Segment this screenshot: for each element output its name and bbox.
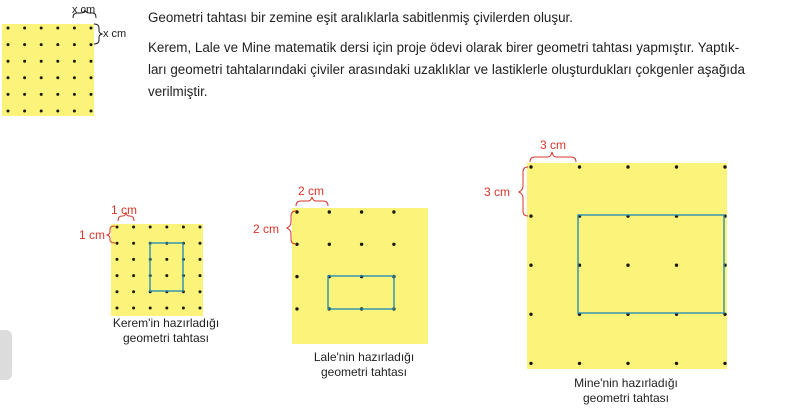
lale-board bbox=[253, 184, 428, 344]
peg bbox=[40, 93, 43, 96]
lale-h-brace bbox=[296, 197, 328, 206]
peg bbox=[73, 93, 76, 96]
peg bbox=[295, 275, 298, 278]
peg bbox=[578, 362, 581, 365]
peg bbox=[392, 243, 395, 246]
example-board bbox=[2, 4, 126, 116]
peg bbox=[182, 307, 185, 310]
peg bbox=[73, 60, 76, 63]
peg bbox=[23, 76, 26, 79]
peg bbox=[90, 110, 93, 113]
peg bbox=[116, 274, 119, 277]
peg bbox=[7, 27, 10, 30]
peg bbox=[626, 362, 629, 365]
peg bbox=[56, 60, 59, 63]
peg bbox=[529, 362, 532, 365]
mine-board bbox=[484, 138, 727, 369]
peg bbox=[165, 226, 168, 229]
peg bbox=[529, 264, 532, 267]
peg bbox=[132, 290, 135, 293]
peg bbox=[132, 274, 135, 277]
peg bbox=[199, 274, 202, 277]
peg bbox=[328, 210, 331, 213]
peg bbox=[40, 76, 43, 79]
peg bbox=[40, 110, 43, 113]
peg bbox=[73, 27, 76, 30]
body-line-2: ları geometri tahtalarındaki çiviler arasındaki uzaklıklar ve lastiklerle oluşturdukları çokgenler aşağıda bbox=[148, 62, 745, 77]
lale-h-label: 2 cm bbox=[298, 184, 325, 198]
peg bbox=[7, 43, 10, 46]
peg bbox=[165, 258, 168, 261]
peg bbox=[90, 60, 93, 63]
peg bbox=[392, 210, 395, 213]
peg bbox=[199, 226, 202, 229]
kerem-h-label: 1 cm bbox=[111, 203, 138, 217]
peg bbox=[578, 165, 581, 168]
peg bbox=[23, 43, 26, 46]
peg bbox=[132, 226, 135, 229]
peg bbox=[199, 290, 202, 293]
peg bbox=[116, 226, 119, 229]
body-line-1: Kerem, Lale ve Mine matematik dersi için proje ödevi olarak birer geometri tahtası yapmıştır. Yaptık- bbox=[148, 40, 740, 55]
mine-caption bbox=[552, 376, 700, 406]
peg bbox=[116, 307, 119, 310]
kerem-caption-line-2: geometri tahtası bbox=[122, 331, 210, 345]
mine-v-label: 3 cm bbox=[484, 185, 511, 199]
example-board-surface bbox=[2, 24, 94, 116]
peg bbox=[149, 307, 152, 310]
peg bbox=[529, 313, 532, 316]
kerem-board-surface bbox=[111, 224, 203, 316]
peg bbox=[675, 165, 678, 168]
peg bbox=[723, 362, 726, 365]
mine-v-brace bbox=[519, 167, 528, 216]
peg bbox=[182, 226, 185, 229]
mine-caption-line-1: Mine'nin hazırladığı bbox=[574, 376, 678, 390]
peg bbox=[295, 307, 298, 310]
peg bbox=[116, 242, 119, 245]
peg bbox=[56, 76, 59, 79]
example-h-label: x cm bbox=[72, 4, 96, 16]
peg bbox=[7, 60, 10, 63]
peg bbox=[90, 76, 93, 79]
peg bbox=[40, 27, 43, 30]
peg bbox=[360, 243, 363, 246]
peg bbox=[723, 165, 726, 168]
peg bbox=[132, 307, 135, 310]
lale-v-label: 2 cm bbox=[253, 222, 280, 236]
kerem-caption bbox=[96, 316, 236, 346]
peg bbox=[23, 60, 26, 63]
peg bbox=[40, 60, 43, 63]
peg bbox=[199, 242, 202, 245]
peg bbox=[199, 307, 202, 310]
mine-h-label: 3 cm bbox=[540, 138, 567, 152]
peg bbox=[40, 43, 43, 46]
example-v-brace bbox=[94, 24, 102, 44]
peg bbox=[90, 43, 93, 46]
peg bbox=[90, 93, 93, 96]
peg bbox=[7, 93, 10, 96]
peg bbox=[675, 264, 678, 267]
peg bbox=[165, 307, 168, 310]
peg bbox=[23, 93, 26, 96]
peg bbox=[56, 43, 59, 46]
peg bbox=[56, 110, 59, 113]
kerem-v-label: 1 cm bbox=[79, 228, 106, 242]
peg bbox=[328, 243, 331, 246]
peg bbox=[165, 274, 168, 277]
peg bbox=[132, 258, 135, 261]
peg bbox=[116, 258, 119, 261]
peg bbox=[529, 214, 532, 217]
peg bbox=[132, 242, 135, 245]
lale-caption-line-1: Lale'nin hazırladığı bbox=[313, 350, 415, 364]
mine-caption-line-2: geometri tahtası bbox=[582, 391, 670, 405]
example-v-label: x cm bbox=[103, 28, 127, 40]
peg bbox=[7, 110, 10, 113]
peg bbox=[529, 165, 532, 168]
peg bbox=[73, 110, 76, 113]
peg bbox=[23, 110, 26, 113]
kerem-board bbox=[79, 203, 203, 316]
mine-h-brace bbox=[530, 152, 576, 162]
peg bbox=[626, 264, 629, 267]
lale-caption bbox=[292, 350, 436, 380]
peg bbox=[360, 210, 363, 213]
peg bbox=[73, 43, 76, 46]
peg bbox=[90, 27, 93, 30]
peg bbox=[23, 27, 26, 30]
kerem-caption-line-1: Kerem'in hazırladığı bbox=[112, 316, 220, 330]
peg bbox=[149, 226, 152, 229]
peg bbox=[116, 290, 119, 293]
intro-paragraph: Geometri tahtası bir zemine eşit aralıklarla sabitlenmiş çivilerden oluşur. bbox=[148, 10, 573, 25]
peg bbox=[199, 258, 202, 261]
peg bbox=[73, 76, 76, 79]
peg bbox=[7, 76, 10, 79]
peg bbox=[56, 93, 59, 96]
peg bbox=[626, 165, 629, 168]
lale-caption-line-2: geometri tahtası bbox=[320, 365, 408, 379]
peg bbox=[56, 27, 59, 30]
peg bbox=[675, 362, 678, 365]
body-line-3: verilmiştir. bbox=[148, 84, 208, 99]
